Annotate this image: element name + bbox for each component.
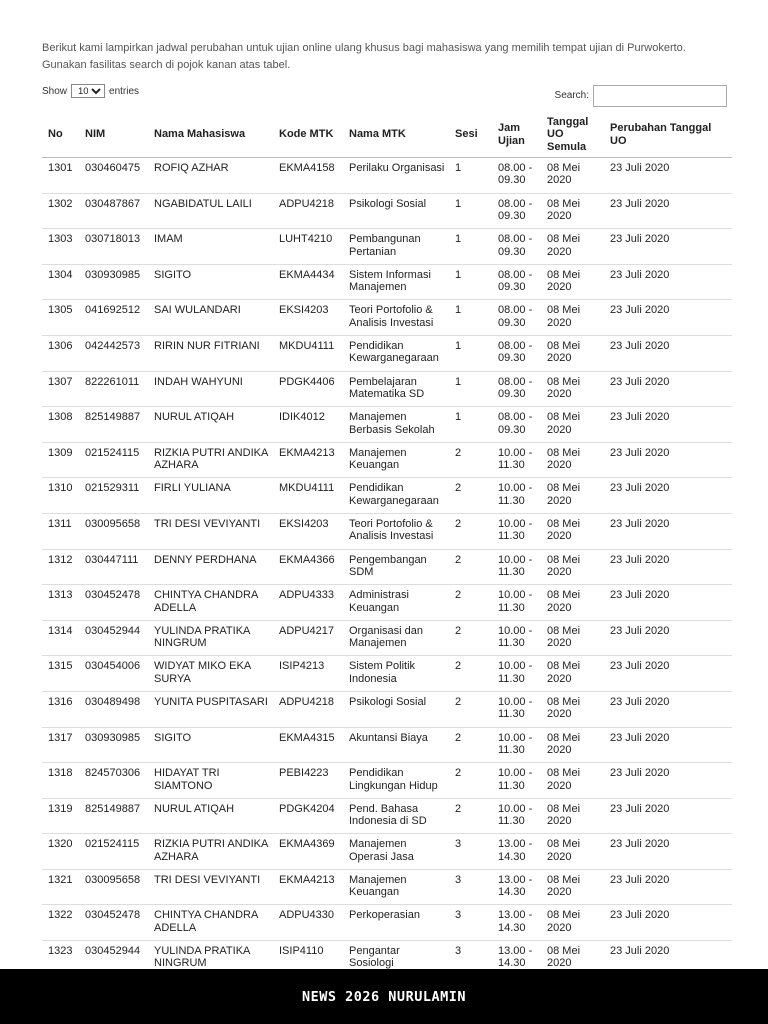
cell-perubahan-tanggal-uo: 23 Juli 2020 — [604, 798, 732, 834]
cell-kode-mtk: EKMA4366 — [273, 549, 343, 585]
cell-jam-ujian: 08.00 - 09.30 — [492, 371, 541, 407]
cell-kode-mtk: EKMA4213 — [273, 442, 343, 478]
cell-nama-mahasiswa: ROFIQ AZHAR — [148, 158, 273, 194]
search-label: Search: — [554, 90, 589, 101]
table-row — [42, 798, 732, 834]
cell-sesi: 2 — [449, 549, 492, 585]
table-row — [42, 193, 732, 229]
cell-tanggal-uo-semula: 08 Mei 2020 — [541, 229, 604, 265]
cell-nama-mahasiswa: SIGITO — [148, 727, 273, 763]
cell-jam-ujian: 13.00 - 14.30 — [492, 834, 541, 870]
cell-perubahan-tanggal-uo: 23 Juli 2020 — [604, 905, 732, 941]
cell-sesi: 1 — [449, 300, 492, 336]
cell-kode-mtk: PDGK4406 — [273, 371, 343, 407]
cell-tanggal-uo-semula: 08 Mei 2020 — [541, 834, 604, 870]
cell-nama-mtk: Manajemen Berbasis Sekolah — [343, 407, 449, 443]
cell-nama-mahasiswa: INDAH WAHYUNI — [148, 371, 273, 407]
cell-nama-mahasiswa: NURUL ATIQAH — [148, 407, 273, 443]
show-label: Show — [42, 85, 68, 97]
cell-nama-mahasiswa: DENNY PERDHANA — [148, 549, 273, 585]
cell-nim: 042442573 — [79, 335, 148, 371]
cell-nama-mahasiswa: CHINTYA CHANDRA ADELLA — [148, 585, 273, 621]
cell-perubahan-tanggal-uo: 23 Juli 2020 — [604, 513, 732, 549]
table-row — [42, 513, 732, 549]
cell-kode-mtk: EKMA4369 — [273, 834, 343, 870]
cell-no: 1308 — [42, 407, 79, 443]
cell-nama-mahasiswa: NURUL ATIQAH — [148, 798, 273, 834]
cell-sesi: 1 — [449, 264, 492, 300]
cell-tanggal-uo-semula: 08 Mei 2020 — [541, 727, 604, 763]
cell-jam-ujian: 10.00 - 11.30 — [492, 620, 541, 656]
column-header-nim[interactable]: NIM — [79, 112, 148, 158]
footer-text: NEWS 2026 NURULAMIN — [302, 988, 466, 1005]
cell-jam-ujian: 10.00 - 11.30 — [492, 691, 541, 727]
cell-tanggal-uo-semula: 08 Mei 2020 — [541, 691, 604, 727]
cell-nama-mtk: Pendidikan Kewarganegaraan — [343, 335, 449, 371]
footer-banner — [0, 969, 768, 1024]
column-header-nama-mahasiswa[interactable]: Nama Mahasiswa — [148, 112, 273, 158]
cell-kode-mtk: ADPU4333 — [273, 585, 343, 621]
cell-kode-mtk: MKDU4111 — [273, 478, 343, 514]
table-row — [42, 300, 732, 336]
cell-nama-mahasiswa: RIZKIA PUTRI ANDIKA AZHARA — [148, 834, 273, 870]
cell-tanggal-uo-semula: 08 Mei 2020 — [541, 193, 604, 229]
cell-sesi: 2 — [449, 513, 492, 549]
cell-jam-ujian: 13.00 - 14.30 — [492, 905, 541, 941]
cell-jam-ujian: 13.00 - 14.30 — [492, 869, 541, 905]
cell-jam-ujian: 08.00 - 09.30 — [492, 407, 541, 443]
cell-nama-mahasiswa: YUNITA PUSPITASARI — [148, 691, 273, 727]
cell-tanggal-uo-semula: 08 Mei 2020 — [541, 335, 604, 371]
cell-perubahan-tanggal-uo: 23 Juli 2020 — [604, 193, 732, 229]
cell-nama-mahasiswa: SIGITO — [148, 264, 273, 300]
cell-tanggal-uo-semula: 08 Mei 2020 — [541, 941, 604, 977]
table-row — [42, 549, 732, 585]
table-row — [42, 478, 732, 514]
cell-nim: 030452478 — [79, 905, 148, 941]
cell-no: 1315 — [42, 656, 79, 692]
cell-perubahan-tanggal-uo: 23 Juli 2020 — [604, 941, 732, 977]
cell-no: 1301 — [42, 158, 79, 194]
table-row — [42, 371, 732, 407]
cell-nama-mtk: Manajemen Keuangan — [343, 442, 449, 478]
cell-sesi: 2 — [449, 656, 492, 692]
cell-perubahan-tanggal-uo: 23 Juli 2020 — [604, 869, 732, 905]
cell-perubahan-tanggal-uo: 23 Juli 2020 — [604, 549, 732, 585]
cell-nama-mahasiswa: YULINDA PRATIKA NINGRUM — [148, 620, 273, 656]
cell-nama-mtk: Psikologi Sosial — [343, 193, 449, 229]
table-row — [42, 407, 732, 443]
cell-perubahan-tanggal-uo: 23 Juli 2020 — [604, 834, 732, 870]
cell-perubahan-tanggal-uo: 23 Juli 2020 — [604, 656, 732, 692]
table-body — [42, 158, 732, 977]
cell-nama-mahasiswa: CHINTYA CHANDRA ADELLA — [148, 905, 273, 941]
cell-nama-mtk: Teori Portofolio & Analisis Investasi — [343, 300, 449, 336]
cell-sesi: 1 — [449, 229, 492, 265]
cell-perubahan-tanggal-uo: 23 Juli 2020 — [604, 727, 732, 763]
table-row — [42, 158, 732, 194]
cell-perubahan-tanggal-uo: 23 Juli 2020 — [604, 300, 732, 336]
cell-nim: 030447111 — [79, 549, 148, 585]
table-row — [42, 229, 732, 265]
cell-no: 1309 — [42, 442, 79, 478]
cell-nim: 021529311 — [79, 478, 148, 514]
table-row — [42, 335, 732, 371]
cell-nim: 030452944 — [79, 620, 148, 656]
cell-nim: 825149887 — [79, 407, 148, 443]
cell-no: 1303 — [42, 229, 79, 265]
cell-nim: 030930985 — [79, 264, 148, 300]
column-header-tanggal-uo-semula[interactable]: Tanggal UO Semula — [541, 112, 604, 158]
search-input[interactable] — [593, 85, 727, 107]
cell-sesi: 2 — [449, 798, 492, 834]
cell-tanggal-uo-semula: 08 Mei 2020 — [541, 656, 604, 692]
cell-kode-mtk: PEBI4223 — [273, 763, 343, 799]
cell-nama-mahasiswa: NGABIDATUL LAILI — [148, 193, 273, 229]
cell-jam-ujian: 10.00 - 11.30 — [492, 478, 541, 514]
cell-tanggal-uo-semula: 08 Mei 2020 — [541, 905, 604, 941]
intro-text — [42, 40, 732, 73]
cell-no: 1318 — [42, 763, 79, 799]
cell-jam-ujian: 10.00 - 11.30 — [492, 656, 541, 692]
entries-select[interactable] — [71, 84, 105, 98]
cell-nama-mtk: Manajemen Operasi Jasa — [343, 834, 449, 870]
cell-nama-mtk: Pengantar Sosiologi — [343, 941, 449, 977]
cell-sesi: 1 — [449, 158, 492, 194]
column-header-kode-mtk[interactable]: Kode MTK — [273, 112, 343, 158]
cell-perubahan-tanggal-uo: 23 Juli 2020 — [604, 158, 732, 194]
table-row — [42, 264, 732, 300]
cell-sesi: 2 — [449, 478, 492, 514]
cell-jam-ujian: 10.00 - 11.30 — [492, 727, 541, 763]
cell-no: 1320 — [42, 834, 79, 870]
cell-nama-mtk: Pend. Bahasa Indonesia di SD — [343, 798, 449, 834]
cell-sesi: 2 — [449, 691, 492, 727]
cell-perubahan-tanggal-uo: 23 Juli 2020 — [604, 335, 732, 371]
column-header-perubahan-tanggal-uo[interactable]: Perubahan Tanggal UO — [604, 112, 732, 158]
cell-kode-mtk: EKSI4203 — [273, 513, 343, 549]
cell-nama-mtk: Pendidikan Kewarganegaraan — [343, 478, 449, 514]
cell-tanggal-uo-semula: 08 Mei 2020 — [541, 513, 604, 549]
table-controls — [42, 84, 732, 112]
cell-tanggal-uo-semula: 08 Mei 2020 — [541, 585, 604, 621]
table-row — [42, 869, 732, 905]
cell-kode-mtk: LUHT4210 — [273, 229, 343, 265]
cell-jam-ujian: 08.00 - 09.30 — [492, 264, 541, 300]
cell-nama-mtk: Administrasi Keuangan — [343, 585, 449, 621]
cell-sesi: 1 — [449, 407, 492, 443]
cell-sesi: 2 — [449, 442, 492, 478]
cell-jam-ujian: 08.00 - 09.30 — [492, 158, 541, 194]
cell-jam-ujian: 08.00 - 09.30 — [492, 193, 541, 229]
cell-nama-mtk: Psikologi Sosial — [343, 691, 449, 727]
entries-label: entries — [109, 85, 140, 97]
search-control — [555, 84, 727, 107]
cell-kode-mtk: ADPU4330 — [273, 905, 343, 941]
cell-nim: 030487867 — [79, 193, 148, 229]
cell-tanggal-uo-semula: 08 Mei 2020 — [541, 442, 604, 478]
cell-nama-mtk: Pengembangan SDM — [343, 549, 449, 585]
cell-perubahan-tanggal-uo: 23 Juli 2020 — [604, 371, 732, 407]
cell-jam-ujian: 08.00 - 09.30 — [492, 229, 541, 265]
cell-kode-mtk: EKMA4315 — [273, 727, 343, 763]
cell-no: 1314 — [42, 620, 79, 656]
cell-nama-mtk: Organisasi dan Manajemen — [343, 620, 449, 656]
cell-sesi: 1 — [449, 335, 492, 371]
cell-nama-mahasiswa: WIDYAT MIKO EKA SURYA — [148, 656, 273, 692]
table-row — [42, 691, 732, 727]
cell-tanggal-uo-semula: 08 Mei 2020 — [541, 620, 604, 656]
cell-kode-mtk: EKMA4213 — [273, 869, 343, 905]
cell-no: 1305 — [42, 300, 79, 336]
cell-nim: 030452944 — [79, 941, 148, 977]
cell-kode-mtk: ISIP4110 — [273, 941, 343, 977]
cell-no: 1304 — [42, 264, 79, 300]
cell-kode-mtk: ISIP4213 — [273, 656, 343, 692]
cell-sesi: 1 — [449, 193, 492, 229]
cell-kode-mtk: ADPU4217 — [273, 620, 343, 656]
cell-nim: 041692512 — [79, 300, 148, 336]
column-header-sesi[interactable]: Sesi — [449, 112, 492, 158]
cell-nim: 030930985 — [79, 727, 148, 763]
cell-nim: 030718013 — [79, 229, 148, 265]
cell-nim: 030454006 — [79, 656, 148, 692]
cell-nama-mahasiswa: YULINDA PRATIKA NINGRUM — [148, 941, 273, 977]
cell-jam-ujian: 10.00 - 11.30 — [492, 798, 541, 834]
cell-perubahan-tanggal-uo: 23 Juli 2020 — [604, 478, 732, 514]
cell-nim: 030095658 — [79, 869, 148, 905]
cell-nim: 824570306 — [79, 763, 148, 799]
cell-nama-mahasiswa: SAI WULANDARI — [148, 300, 273, 336]
cell-sesi: 3 — [449, 905, 492, 941]
table-row — [42, 585, 732, 621]
cell-perubahan-tanggal-uo: 23 Juli 2020 — [604, 407, 732, 443]
cell-no: 1319 — [42, 798, 79, 834]
cell-nim: 822261011 — [79, 371, 148, 407]
cell-kode-mtk: EKMA4434 — [273, 264, 343, 300]
table-row — [42, 442, 732, 478]
cell-sesi: 2 — [449, 763, 492, 799]
table-row — [42, 727, 732, 763]
cell-tanggal-uo-semula: 08 Mei 2020 — [541, 158, 604, 194]
cell-no: 1323 — [42, 941, 79, 977]
cell-nim: 030489498 — [79, 691, 148, 727]
cell-nama-mahasiswa: FIRLI YULIANA — [148, 478, 273, 514]
cell-no: 1317 — [42, 727, 79, 763]
table-row — [42, 905, 732, 941]
cell-kode-mtk: EKMA4158 — [273, 158, 343, 194]
schedule-table — [42, 112, 732, 977]
cell-jam-ujian: 10.00 - 11.30 — [492, 585, 541, 621]
cell-nama-mtk: Perilaku Organisasi — [343, 158, 449, 194]
cell-nim: 021524115 — [79, 834, 148, 870]
cell-tanggal-uo-semula: 08 Mei 2020 — [541, 407, 604, 443]
cell-nama-mahasiswa: TRI DESI VEVIYANTI — [148, 869, 273, 905]
cell-kode-mtk: ADPU4218 — [273, 193, 343, 229]
cell-nama-mtk: Sistem Informasi Manajemen — [343, 264, 449, 300]
cell-tanggal-uo-semula: 08 Mei 2020 — [541, 300, 604, 336]
column-header-no[interactable]: No — [42, 112, 79, 158]
cell-tanggal-uo-semula: 08 Mei 2020 — [541, 264, 604, 300]
cell-kode-mtk: PDGK4204 — [273, 798, 343, 834]
cell-jam-ujian: 08.00 - 09.30 — [492, 300, 541, 336]
cell-no: 1322 — [42, 905, 79, 941]
cell-nama-mtk: Akuntansi Biaya — [343, 727, 449, 763]
cell-nama-mtk: Pendidikan Lingkungan Hidup — [343, 763, 449, 799]
cell-jam-ujian: 10.00 - 11.30 — [492, 442, 541, 478]
cell-nama-mahasiswa: IMAM — [148, 229, 273, 265]
cell-tanggal-uo-semula: 08 Mei 2020 — [541, 763, 604, 799]
cell-no: 1313 — [42, 585, 79, 621]
table-row — [42, 834, 732, 870]
column-header-nama-mtk[interactable]: Nama MTK — [343, 112, 449, 158]
cell-perubahan-tanggal-uo: 23 Juli 2020 — [604, 620, 732, 656]
cell-nama-mtk: Teori Portofolio & Analisis Investasi — [343, 513, 449, 549]
cell-no: 1321 — [42, 869, 79, 905]
cell-kode-mtk: MKDU4111 — [273, 335, 343, 371]
cell-sesi: 3 — [449, 869, 492, 905]
header-row — [42, 112, 732, 158]
cell-tanggal-uo-semula: 08 Mei 2020 — [541, 869, 604, 905]
cell-no: 1306 — [42, 335, 79, 371]
cell-perubahan-tanggal-uo: 23 Juli 2020 — [604, 442, 732, 478]
cell-jam-ujian: 08.00 - 09.30 — [492, 335, 541, 371]
table-header — [42, 112, 732, 158]
cell-sesi: 2 — [449, 727, 492, 763]
cell-sesi: 3 — [449, 941, 492, 977]
cell-jam-ujian: 13.00 - 14.30 — [492, 941, 541, 977]
cell-nim: 030452478 — [79, 585, 148, 621]
cell-perubahan-tanggal-uo: 23 Juli 2020 — [604, 585, 732, 621]
cell-no: 1311 — [42, 513, 79, 549]
table-row — [42, 656, 732, 692]
cell-nim: 030460475 — [79, 158, 148, 194]
cell-tanggal-uo-semula: 08 Mei 2020 — [541, 371, 604, 407]
cell-perubahan-tanggal-uo: 23 Juli 2020 — [604, 691, 732, 727]
cell-nama-mtk: Sistem Politik Indonesia — [343, 656, 449, 692]
cell-nama-mahasiswa: TRI DESI VEVIYANTI — [148, 513, 273, 549]
cell-sesi: 2 — [449, 585, 492, 621]
cell-nama-mtk: Pembelajaran Matematika SD — [343, 371, 449, 407]
cell-nim: 021524115 — [79, 442, 148, 478]
cell-no: 1302 — [42, 193, 79, 229]
cell-nama-mahasiswa: RIRIN NUR FITRIANI — [148, 335, 273, 371]
cell-nama-mahasiswa: RIZKIA PUTRI ANDIKA AZHARA — [148, 442, 273, 478]
cell-no: 1307 — [42, 371, 79, 407]
cell-jam-ujian: 10.00 - 11.30 — [492, 513, 541, 549]
cell-nim: 825149887 — [79, 798, 148, 834]
cell-no: 1310 — [42, 478, 79, 514]
cell-kode-mtk: EKSI4203 — [273, 300, 343, 336]
intro-line-2: Gunakan fasilitas search di pojok kanan atas tabel. — [42, 58, 291, 71]
intro-line-1: Berikut kami lampirkan jadwal perubahan untuk ujian online ulang khusus bagi mahasiswa yang memilih tempat ujian di Purwokerto. — [42, 42, 686, 54]
cell-nama-mahasiswa: HIDAYAT TRI SIAMTONO — [148, 763, 273, 799]
cell-nim: 030095658 — [79, 513, 148, 549]
cell-sesi: 2 — [449, 620, 492, 656]
cell-nama-mtk: Perkoperasian — [343, 905, 449, 941]
cell-sesi: 3 — [449, 834, 492, 870]
table-row — [42, 763, 732, 799]
cell-tanggal-uo-semula: 08 Mei 2020 — [541, 798, 604, 834]
cell-kode-mtk: IDIK4012 — [273, 407, 343, 443]
cell-perubahan-tanggal-uo: 23 Juli 2020 — [604, 264, 732, 300]
cell-jam-ujian: 10.00 - 11.30 — [492, 763, 541, 799]
cell-perubahan-tanggal-uo: 23 Juli 2020 — [604, 763, 732, 799]
column-header-jam-ujian[interactable]: Jam Ujian — [492, 112, 541, 158]
cell-nama-mtk: Manajemen Keuangan — [343, 869, 449, 905]
cell-nama-mtk: Pembangunan Pertanian — [343, 229, 449, 265]
cell-perubahan-tanggal-uo: 23 Juli 2020 — [604, 229, 732, 265]
cell-no: 1312 — [42, 549, 79, 585]
cell-kode-mtk: ADPU4218 — [273, 691, 343, 727]
cell-sesi: 1 — [449, 371, 492, 407]
cell-tanggal-uo-semula: 08 Mei 2020 — [541, 478, 604, 514]
cell-no: 1316 — [42, 691, 79, 727]
entries-length-control — [42, 84, 139, 98]
cell-tanggal-uo-semula: 08 Mei 2020 — [541, 549, 604, 585]
cell-jam-ujian: 10.00 - 11.30 — [492, 549, 541, 585]
table-row — [42, 620, 732, 656]
